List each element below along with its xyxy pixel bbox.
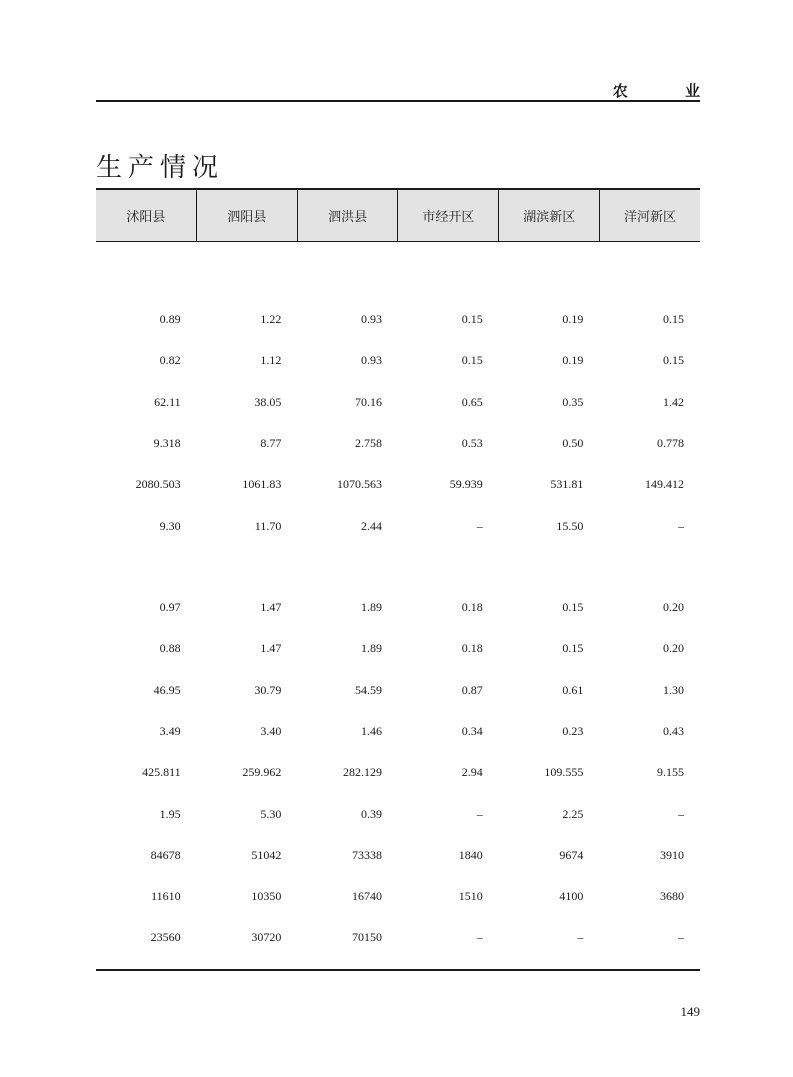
table-row [96,309,700,329]
table-cell: 1061.83 [242,477,282,492]
table-cell: 4100 [559,889,584,904]
table-cell: 1.46 [361,723,383,738]
table-row [96,721,700,741]
table-cell: 54.59 [355,682,383,697]
table-cell: 23560 [150,930,181,945]
table-cell: 5.30 [260,806,282,821]
table-cell: 9.155 [657,765,685,780]
table-cell: 73338 [352,847,383,862]
table-cell: 9.30 [159,518,181,533]
column-header: 市经开区 [398,190,499,241]
table-cell: 0.18 [461,600,483,614]
table-cell: 1.30 [663,682,685,697]
table-cell: 0.15 [663,312,685,326]
table-cell: – [476,518,483,533]
table-cell: 0.89 [159,312,181,326]
table-cell: 0.15 [663,353,685,368]
table-row [96,762,700,782]
table-cell: 149.412 [645,477,685,492]
table-cell: 0.43 [663,723,685,738]
column-header: 泗洪县 [298,190,399,241]
table-cell: 259.962 [242,765,282,780]
table-cell: 1.22 [260,312,282,326]
table-cell: 46.95 [153,682,181,697]
table-row [96,392,700,412]
table-cell: 38.05 [254,394,282,409]
table-cell: 0.15 [461,353,483,368]
table-cell: 1840 [458,847,483,862]
table-cell: 531.81 [550,477,584,492]
column-header: 湖滨新区 [499,190,600,241]
table-cell: 0.93 [361,312,383,326]
table-cell: 0.15 [562,600,584,614]
table-cell: 0.65 [461,394,483,409]
table-cell: 59.939 [449,477,483,492]
table-cell: 2.94 [461,765,483,780]
table-cell: – [577,930,584,945]
table-cell: 1.12 [260,353,282,368]
table-cell: 30.79 [254,682,282,697]
bottom-rule [96,969,700,971]
table-row [96,804,700,824]
table-row [96,886,700,906]
table-cell: 70.16 [355,394,383,409]
table-cell: 0.97 [159,600,181,614]
table-cell: 0.39 [361,806,383,821]
table-cell: 0.50 [562,435,584,450]
table-cell: 11.70 [254,518,282,533]
table-cell: 8.77 [260,435,282,450]
table-cell: 2.758 [355,435,383,450]
table-cell: 0.61 [562,682,584,697]
table-row [96,927,700,947]
table-cell: 1.47 [260,600,282,614]
table-cell: 0.88 [159,641,181,656]
table-cell: 0.82 [159,353,181,368]
column-header: 泗阳县 [197,190,298,241]
section-label: 农 业 [612,82,726,100]
table-cell: 0.87 [461,682,483,697]
table-cell: 51042 [251,847,282,862]
table-row [96,350,700,370]
table-cell: 62.11 [154,394,181,409]
table-cell: 3910 [660,847,685,862]
table-cell: 0.18 [461,641,483,656]
column-header: 洋河新区 [624,210,677,225]
table-cell: 1.47 [260,641,282,656]
table-cell: 0.15 [461,312,483,326]
table-cell: 3680 [660,889,685,904]
table-cell: 282.129 [343,765,383,780]
table-cell: 0.35 [562,394,584,409]
table-cell: 10350 [251,889,282,904]
table-cell: 3.49 [159,723,181,738]
table-cell: 15.50 [556,518,584,533]
table-row [96,597,700,617]
table-cell: 1.95 [159,806,181,821]
table-header [96,188,700,242]
table-cell: 84678 [150,847,181,862]
header-rule [96,100,700,102]
table-cell: – [678,930,685,945]
table-row [96,638,700,658]
table-cell: 425.811 [142,765,181,780]
table-cell: 2.25 [562,806,584,821]
table-cell: 30720 [251,930,282,945]
table-cell: 16740 [352,889,383,904]
table-cell: – [678,518,685,533]
page-number: 149 [680,1004,700,1019]
table-cell: – [678,806,685,821]
table-cell: 0.53 [461,435,483,450]
table-row [96,680,700,700]
table-cell: – [476,806,483,821]
table-cell: 0.20 [663,600,685,614]
table-row [96,516,700,536]
table-cell: 0.93 [361,353,383,368]
table-cell: 1510 [458,889,483,904]
table-cell: 1070.563 [337,477,383,492]
table-cell: 70150 [352,930,383,945]
page-title: 生产情况 [96,153,225,184]
running-head [96,80,726,100]
table-cell: 0.19 [562,312,584,326]
table-cell: 9.318 [153,435,181,450]
table-cell: 3.40 [260,723,282,738]
table-cell: 0.34 [461,723,483,738]
table-row [96,474,700,494]
table-cell: 1.42 [663,394,685,409]
table-row [96,433,700,453]
column-header: 沭阳县 [96,190,197,241]
table-cell: 1.89 [361,641,383,656]
table-cell: 0.778 [657,435,685,450]
table-cell: 0.15 [562,641,584,656]
table-cell: 0.19 [562,353,584,368]
table-cell: 2.44 [361,518,383,533]
table-cell: 9674 [559,847,584,862]
table-cell: 109.555 [544,765,584,780]
table-cell: 11610 [151,889,181,904]
table-cell: 2080.503 [135,477,181,492]
table-cell: 1.89 [361,600,383,614]
table-cell: – [476,930,483,945]
table-cell: 0.23 [562,723,584,738]
table-cell: 0.20 [663,641,685,656]
table-row [96,845,700,865]
